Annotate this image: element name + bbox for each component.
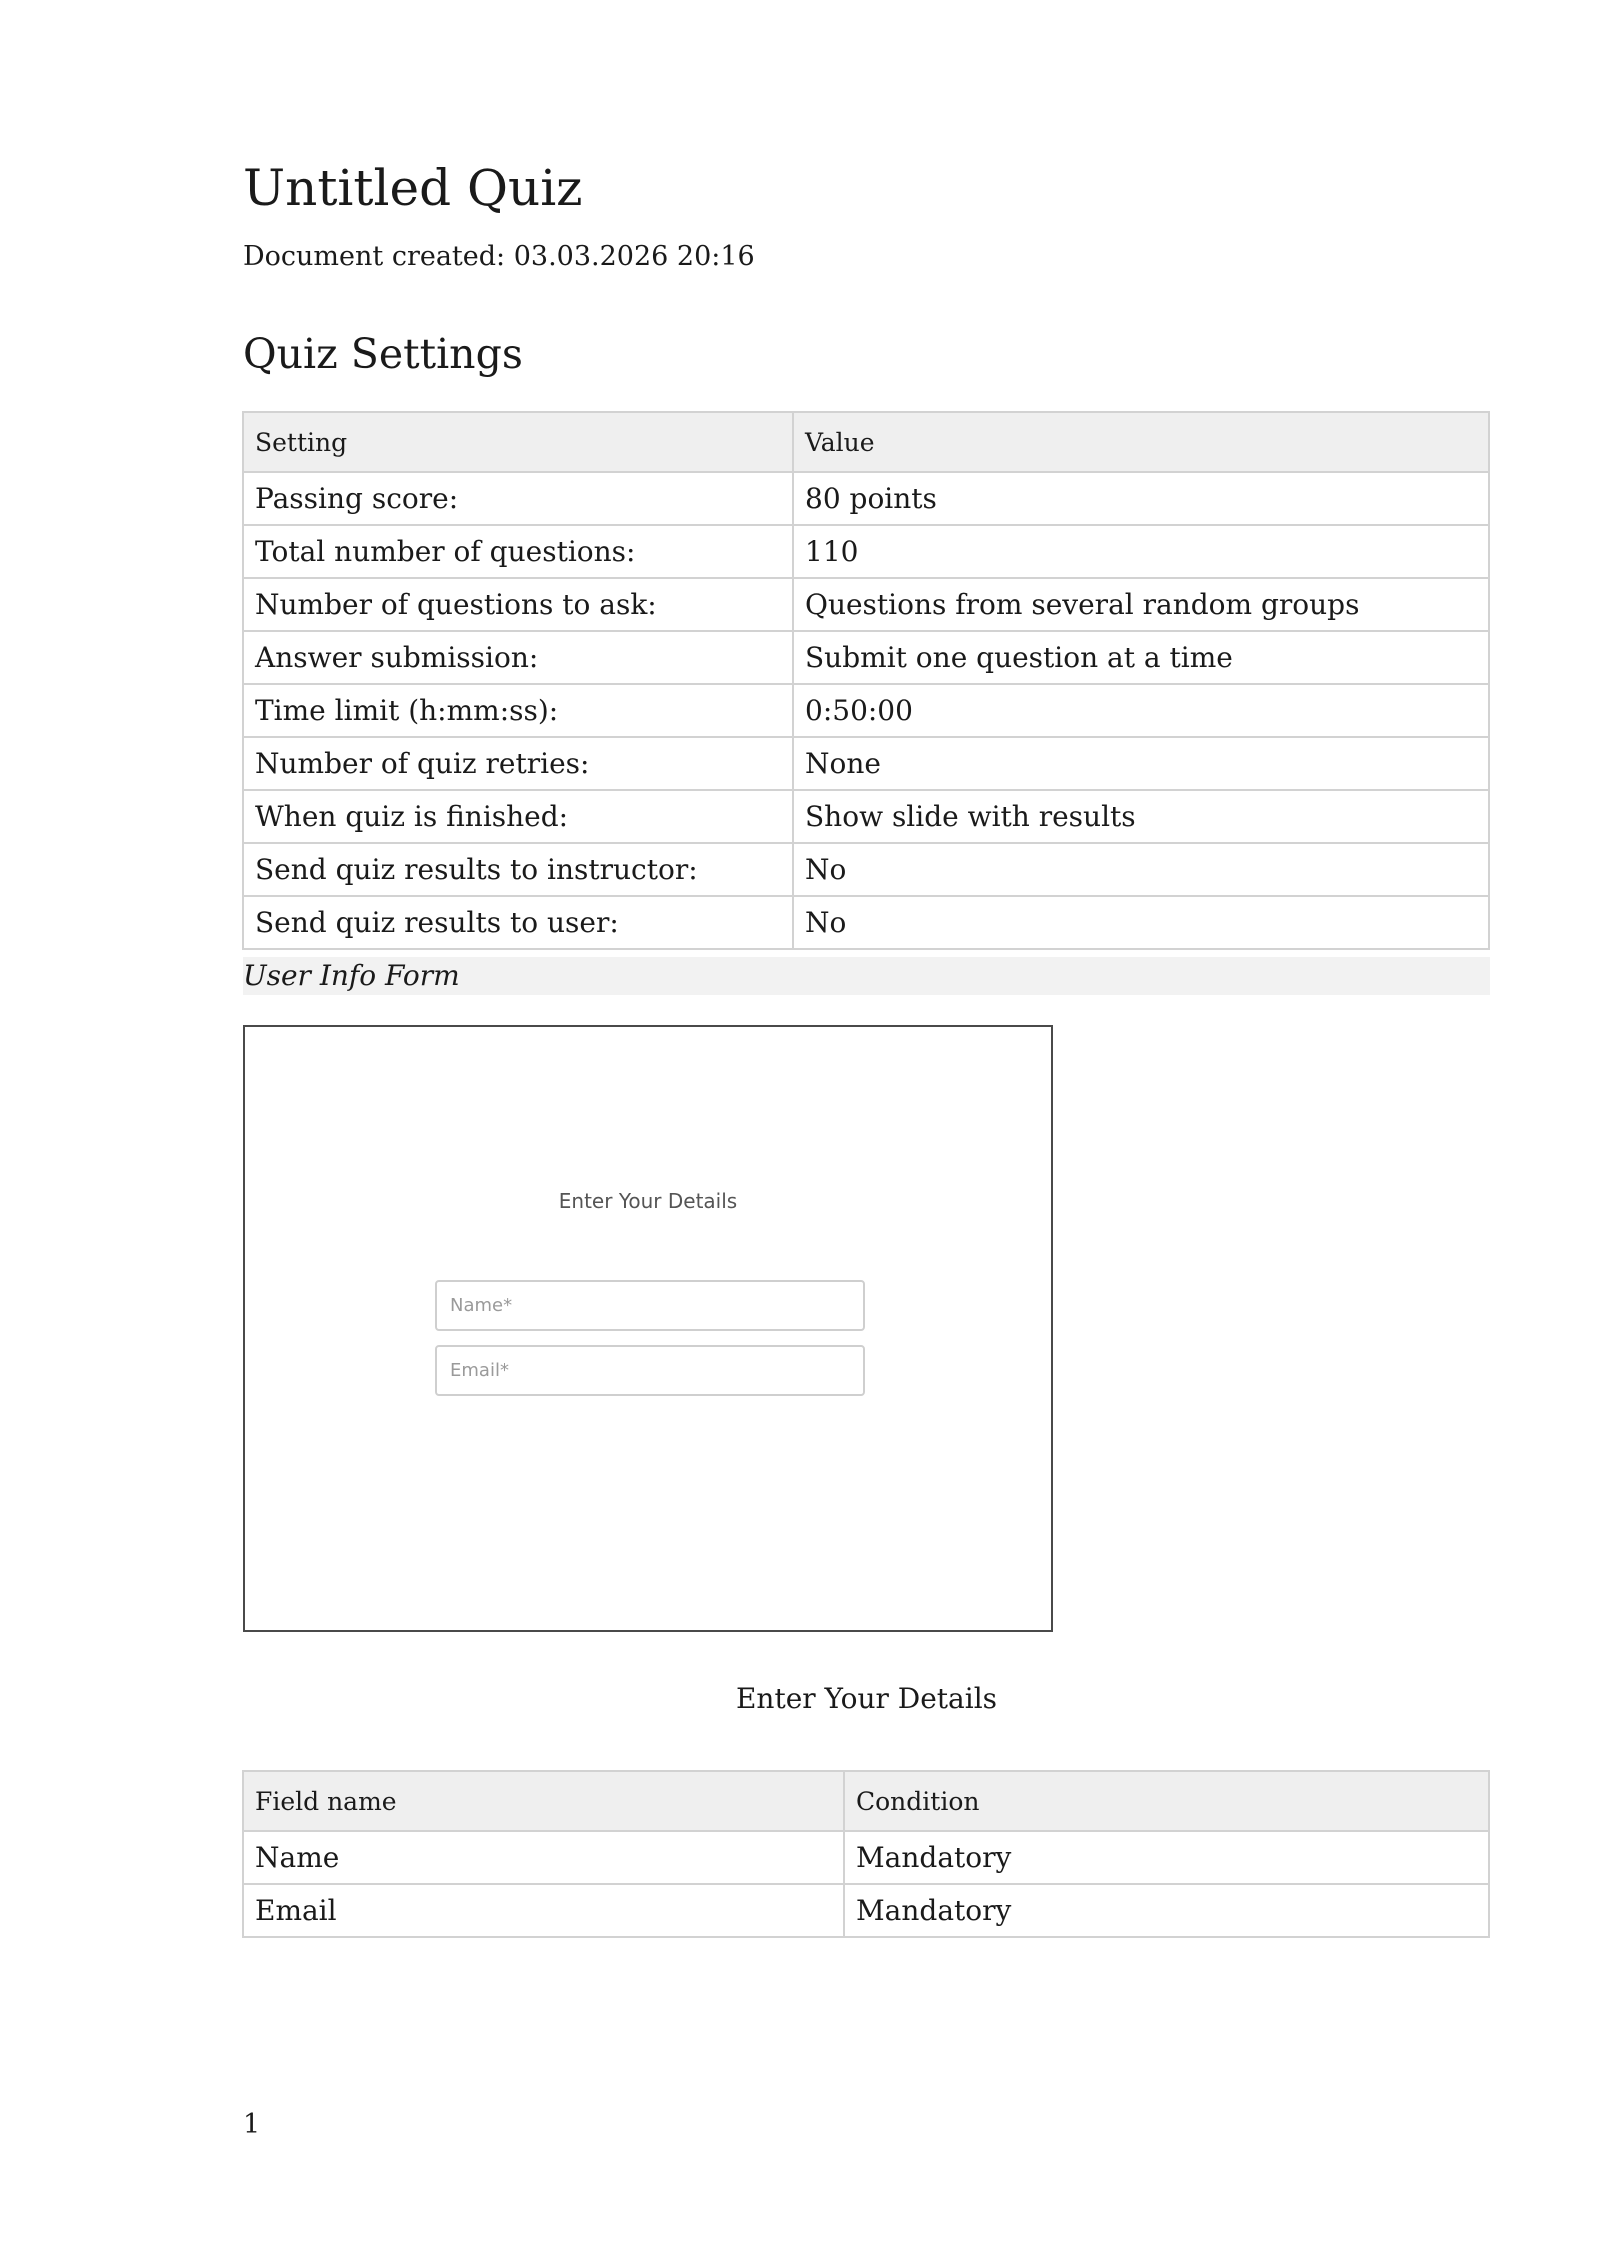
table-row [243,737,1489,790]
setting-value: Submit one question at a time [793,631,1489,684]
table-row [243,1831,1489,1884]
table-row [243,472,1489,525]
form-fields-table [242,1770,1490,1938]
setting-value: Questions from several random groups [793,578,1489,631]
column-header-value: Value [793,412,1489,472]
setting-name: Send quiz results to user: [243,896,793,949]
user-info-form-caption: User Info Form [243,957,1490,995]
preview-name-field: Name* [435,1280,865,1331]
column-header-condition: Condition [844,1771,1489,1831]
preview-form-title: Enter Your Details [558,1189,738,1213]
table-row [243,578,1489,631]
table-row [243,631,1489,684]
document-title: Untitled Quiz [243,159,583,217]
setting-name: When quiz is finished: [243,790,793,843]
table-row [243,684,1489,737]
setting-name: Time limit (h:mm:ss): [243,684,793,737]
page-number: 1 [243,2109,261,2140]
setting-value: 80 points [793,472,1489,525]
table-row [243,843,1489,896]
user-info-form-preview [243,1025,1053,1632]
document-created-date: Document created: 03.03.2026 20:16 [243,241,755,272]
setting-value: No [793,843,1489,896]
field-name: Name [243,1831,844,1884]
setting-value: 0:50:00 [793,684,1489,737]
table-row [243,896,1489,949]
setting-name: Number of quiz retries: [243,737,793,790]
setting-name: Passing score: [243,472,793,525]
column-header-setting: Setting [243,412,793,472]
table-header-row [243,1771,1489,1831]
setting-value: 110 [793,525,1489,578]
setting-name: Answer submission: [243,631,793,684]
setting-value: None [793,737,1489,790]
table-row [243,525,1489,578]
field-condition: Mandatory [844,1831,1489,1884]
quiz-settings-heading: Quiz Settings [243,330,523,378]
setting-name: Total number of questions: [243,525,793,578]
setting-name: Number of questions to ask: [243,578,793,631]
table-row [243,1884,1489,1937]
table-row [243,790,1489,843]
field-condition: Mandatory [844,1884,1489,1937]
table-header-row [243,412,1489,472]
field-name: Email [243,1884,844,1937]
column-header-field-name: Field name [243,1771,844,1831]
preview-figure-caption: Enter Your Details [735,1682,998,1715]
preview-email-field: Email* [435,1345,865,1396]
setting-name: Send quiz results to instructor: [243,843,793,896]
setting-value: Show slide with results [793,790,1489,843]
setting-value: No [793,896,1489,949]
quiz-settings-table [242,411,1490,950]
